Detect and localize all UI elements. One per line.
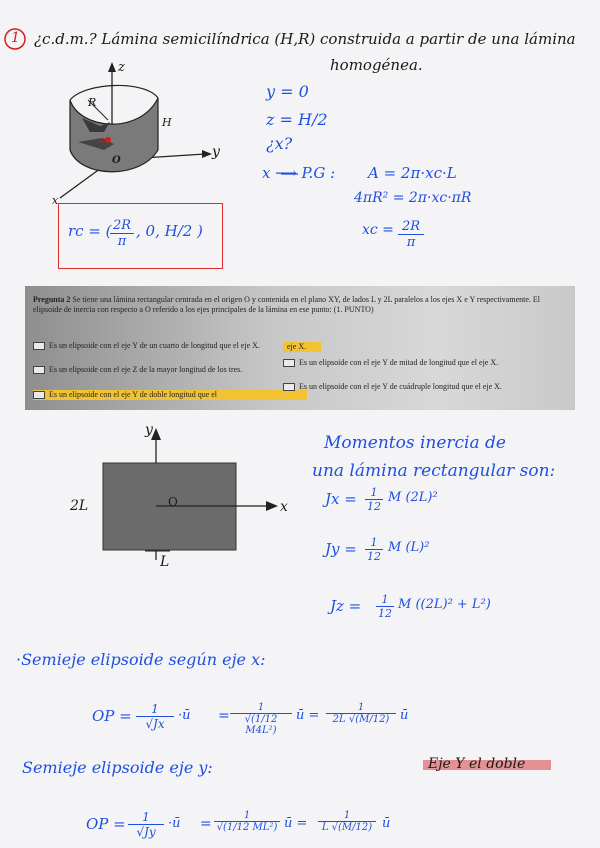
question-label: Pregunta 2	[33, 295, 71, 304]
question-text: Se tiene una lámina rectangular centrada en el origen O y contenida en el plano XY, de lados L y 2L paralelos a los ejes X e Y respectivamente. El elipsoide de inercia con respecto a O referido a los ejes principales de la lámina en ese punto: (1. PUNTO)	[33, 295, 541, 314]
semicylinder-top	[70, 85, 158, 100]
eq-xc-lhs: xc =	[362, 222, 394, 238]
jy-fraction	[365, 536, 383, 563]
x-mu: ·ū	[178, 708, 191, 723]
option-1-checkbox[interactable]	[33, 342, 45, 350]
y-frac-3-den: L √(M/12)	[318, 821, 376, 833]
x-frac-1-num: 1	[151, 702, 159, 716]
y-eq: =	[200, 816, 212, 832]
eq-z: z = H/2	[266, 110, 328, 129]
x-mu2: ū =	[296, 708, 320, 723]
jz-den: 12	[378, 607, 392, 620]
y-frac-1-den: √Jy	[128, 824, 164, 839]
y-frac-1-num: 1	[142, 810, 150, 824]
label-H: H	[162, 116, 172, 129]
option-5-label: Es un elipsoide con el eje Y de cuádruple longitud que el eje X.	[299, 382, 502, 391]
y-note: Eje Y el doble	[428, 756, 526, 772]
eq-y: y = 0	[266, 82, 309, 101]
eq-pg: x ⟶ P.G :	[262, 164, 336, 182]
jz-rhs: M ((2L)² + L²)	[398, 597, 491, 612]
x-frac-2-den: √(1/12 M4L²)	[230, 713, 292, 736]
plate-label-O: O	[168, 495, 178, 509]
eq-xc-num: 2R	[401, 219, 421, 234]
y-mu3: ū	[382, 816, 391, 831]
semiaxis-y-title: Semieje elipsoide eje y:	[22, 758, 213, 777]
y-frac-2-den: √(1/12 ML²)	[214, 821, 280, 833]
eq-area-2: 4πR² = 2π·xc·πR	[354, 190, 472, 206]
label-R: R	[88, 96, 97, 109]
jz-lhs: Jz =	[330, 597, 362, 615]
x-frac-3-den: 2L √(M/12)	[326, 713, 396, 725]
plate-side-2L: 2L	[70, 498, 89, 514]
x-frac-2-num: 1	[257, 702, 265, 713]
axis-z-arrow	[108, 62, 116, 72]
y-frac-3-num: 1	[343, 810, 351, 821]
label-x: x	[52, 194, 59, 207]
jx-rhs: M (2L)²	[388, 490, 438, 505]
option-4-label: Es un elipsoide con el eje Y de mitad de longitud que el eje X.	[299, 358, 499, 367]
option-1[interactable]	[33, 341, 289, 351]
problem-title: ¿c.d.m.? Lámina semicilíndrica (H,R) construida a partir de una lámina	[34, 30, 576, 48]
option-3[interactable]	[33, 390, 307, 400]
jz-num: 1	[381, 593, 389, 606]
axis-y-arrow	[202, 150, 212, 158]
y-frac-2	[214, 810, 280, 833]
option-5[interactable]	[283, 382, 549, 392]
jx-lhs: Jx =	[325, 490, 357, 508]
option-2-label: Es un elipsoide con el eje Z de la mayor longitud de los tres.	[49, 365, 243, 374]
x-mu3: ū	[400, 708, 409, 723]
label-y: y	[212, 144, 220, 160]
question-heading	[33, 295, 568, 315]
moments-title: Momentos inercia de	[324, 433, 506, 453]
option-1-label: Es un elipsoide con el eje Y de un cuarto de longitud que el eje X.	[49, 341, 260, 350]
option-4-checkbox[interactable]	[283, 359, 295, 367]
jy-num: 1	[370, 536, 378, 549]
option-3-cont	[283, 342, 321, 352]
rc-num: 2R	[112, 218, 132, 233]
plate-label-y: y	[145, 422, 153, 438]
option-5-checkbox[interactable]	[283, 383, 295, 391]
moments-title-cont: una lámina rectangular son:	[312, 461, 556, 481]
x-op: OP =	[92, 707, 132, 725]
jx-num: 1	[370, 486, 378, 499]
y-frac-2-num: 1	[243, 810, 251, 821]
semiaxis-x-title: ·Semieje elipsoide según eje x:	[16, 650, 266, 669]
option-3-label: Es un elipsoide con el eje Y de doble longitud que el	[49, 390, 218, 399]
jy-rhs: M (L)²	[388, 540, 430, 555]
eq-x-question: ¿x?	[266, 134, 293, 153]
plate-side-L: L	[160, 554, 170, 570]
y-frac-3	[318, 810, 376, 833]
plate-label-x: x	[280, 499, 288, 515]
eq-xc-den: π	[398, 234, 424, 250]
question-photo	[25, 286, 575, 410]
eq-xc-fraction	[398, 219, 424, 250]
x-frac-3-num: 1	[357, 702, 365, 713]
option-2[interactable]	[33, 365, 289, 375]
eq-area: A = 2π·xc·L	[368, 164, 457, 182]
y-mu2: ū =	[284, 816, 308, 831]
problem-title-cont: homogénea.	[330, 56, 423, 74]
label-c: c	[100, 136, 106, 146]
rc-den: π	[110, 233, 134, 249]
jz-fraction	[376, 593, 394, 620]
y-op: OP =	[86, 815, 126, 833]
jy-lhs: Jy =	[325, 540, 357, 558]
y-mu: ·ū	[168, 816, 181, 831]
x-frac-3	[326, 702, 396, 725]
option-3-label-cont: eje X.	[287, 342, 307, 351]
option-4[interactable]	[283, 358, 549, 368]
x-frac-1-den: √Jx	[136, 716, 174, 731]
jx-fraction	[365, 486, 383, 513]
option-3-checkbox[interactable]	[33, 391, 45, 399]
problem-number: 1	[11, 30, 20, 46]
jx-den: 12	[367, 500, 381, 513]
x-frac-1	[136, 702, 174, 731]
x-frac-2	[230, 702, 292, 736]
option-2-checkbox[interactable]	[33, 366, 45, 374]
rc-rest: , 0, H/2 )	[136, 222, 203, 240]
x-eq: =	[218, 708, 230, 724]
label-z: z	[118, 60, 125, 75]
rc-fraction	[110, 218, 134, 249]
jy-den: 12	[367, 550, 381, 563]
rc-lhs: rc = (	[68, 222, 112, 240]
plate-axis-x-arrow	[266, 501, 278, 511]
label-O: O	[112, 155, 121, 166]
y-frac-1	[128, 810, 164, 839]
center-of-mass-dot	[105, 137, 111, 143]
